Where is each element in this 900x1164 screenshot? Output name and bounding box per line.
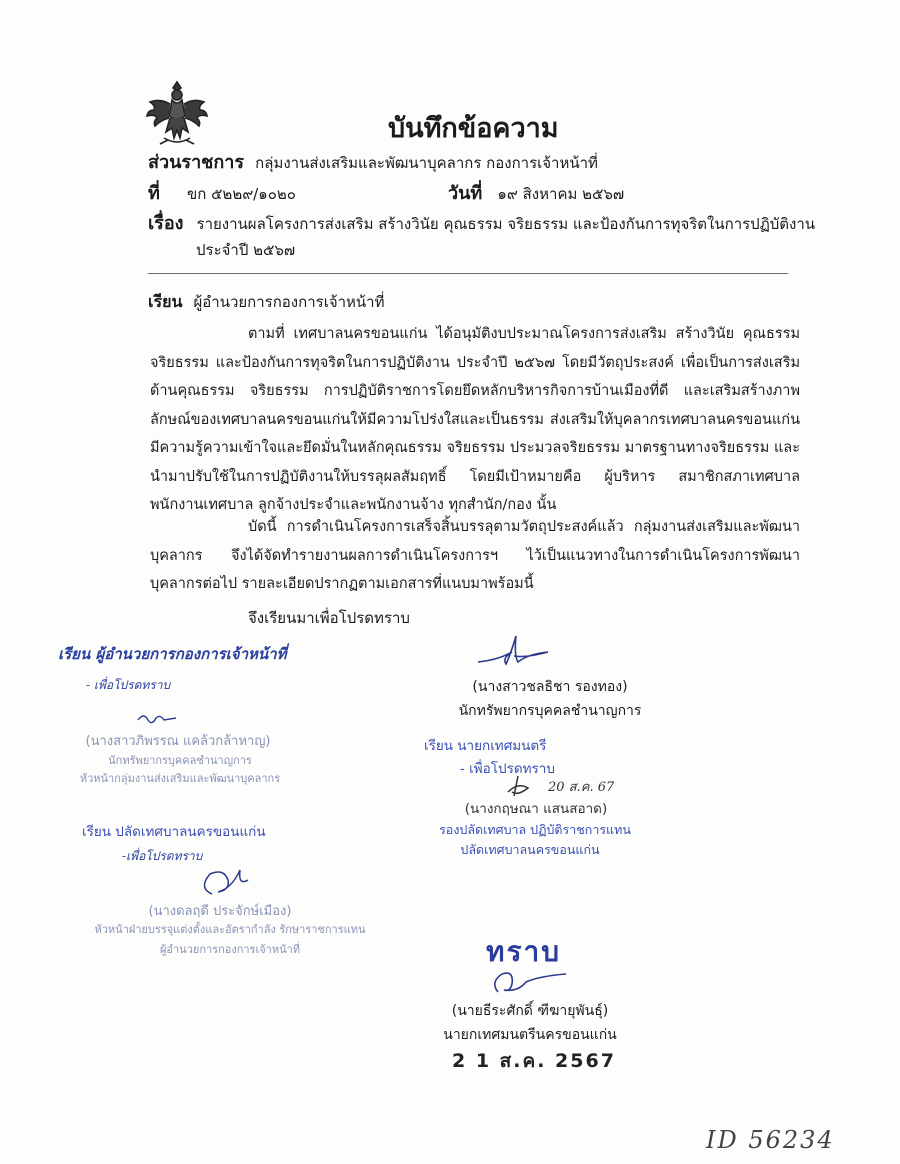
mayor-name: (นายธีระศักดิ์ ฑีฆายุพันธุ์) (451, 1003, 609, 1019)
addressee-row (148, 290, 384, 315)
left-note2-position-1: หัวหน้าฝ่ายบรรจุแต่งตั้งและอัตรากำลัง รักษาราชการแทน (94, 923, 366, 936)
subject-line-2: ประจำปี ๒๕๖๗ (196, 241, 296, 259)
left-note1-text: - เพื่อโปรดทราบ (86, 678, 171, 692)
date-row (448, 178, 624, 207)
doc-number-label: ที่ (148, 183, 160, 204)
right-note1-position-1: รองปลัดเทศบาล ปฏิบัติราชการแทน (439, 822, 631, 837)
addressee-label: เรียน (148, 292, 183, 311)
right-note1-text: - เพื่อโปรดทราบ (460, 761, 555, 777)
signature-right-note1 (504, 772, 548, 800)
signature-mayor (486, 966, 576, 1000)
left-note2-text: -เพื่อโปรดทราบ (122, 849, 203, 863)
garuda-emblem-icon (146, 78, 208, 150)
main-signer-position: นักทรัพยากรบุคคลชำนาญการ (458, 703, 642, 719)
signature-left-note1 (134, 710, 184, 728)
addressee-value: ผู้อำนวยการกองการเจ้าหน้าที่ (193, 293, 385, 311)
left-note1-addressee: เรียน ผู้อำนวยการกองการเจ้าหน้าที่ (58, 645, 287, 663)
closing-line: จึงเรียนมาเพื่อโปรดทราบ (248, 609, 410, 627)
body-paragraph-1 (150, 320, 800, 520)
subject-label: เรื่อง (148, 213, 184, 234)
dept-row (148, 147, 598, 176)
acknowledge-date-stamp: 2 1 ส.ค. 2567 (452, 1050, 616, 1072)
left-note1-position-2: หัวหน้ากลุ่มงานส่งเสริมและพัฒนาบุคลากร (79, 772, 281, 785)
archive-id: ID 56234 (706, 1126, 835, 1154)
subject-line-1: รายงานผลโครงการส่งเสริม สร้างวินัย คุณธรรม จริยธรรม และป้องกันการทุจริตในการปฏิบัติงาน (196, 215, 816, 233)
signature-main (468, 632, 588, 672)
doc-number-row (148, 178, 296, 207)
right-note1-position-2: ปลัดเทศบาลนครขอนแก่น (460, 842, 600, 857)
left-note2-position-2: ผู้อำนวยการกองการเจ้าหน้าที่ (159, 943, 301, 956)
right-note1-name: (นางกฤษณา แสนสอาด) (464, 801, 608, 817)
dept-label: ส่วนราชการ (148, 152, 245, 173)
body-paragraph-1-text: ตามที่ เทศบาลนครขอนแก่น ได้อนุมัติงบประมาณโครงการส่งเสริม สร้างวินัย คุณธรรม จริยธรรม และป้องกันการทุจริตในการปฏิบัติงาน ประจำปี ๒๕๖๗ โดยมีวัตถุประสงค์ เพื่อเป็นการส่งเสริมด้านคุณธรรม จริยธรรม การปฏิบัติราชการโดยยึดหลักบริหารกิจการบ้านเมืองที่ดี และเสริมสร้างภาพลักษณ์ของเทศบาลนครขอนแก่นให้มีความโปร่งใสและเป็นธรรม ส่งเสริมให้บุคลากรเทศบาลนครขอนแก่น มีความรู้ความเข้าใจและยึดมั่นในหลักคุณธรรม จริยธรรม ประมวลจริยธรรม มาตรฐานทางจริยธรรม และนำมาปรับใช้ในการปฏิบัติงานให้บรรลุผลสัมฤทธิ์ โดยมีเป้าหมายคือ ผู้บริหาร สมาชิกสภาเทศบาล พนักงานเทศบาล ลูกจ้างประจำและพนักงานจ้าง ทุกสำนัก/กอง นั้น (150, 326, 800, 513)
dept-value: กลุ่มงานส่งเสริมและพัฒนาบุคลากร กองการเจ้าหน้าที่ (255, 154, 598, 172)
date-value: ๑๙ สิงหาคม ๒๕๖๗ (497, 185, 625, 203)
date-label: วันที่ (448, 183, 483, 204)
mayor-position: นายกเทศมนตรีนครขอนแก่น (443, 1027, 617, 1043)
left-note1-position-1: นักทรัพยากรบุคคลชำนาญการ (108, 754, 252, 767)
body-paragraph-2-text: บัดนี้ การดำเนินโครงการเสร็จสิ้นบรรลุตามวัตถุประสงค์แล้ว กลุ่มงานส่งเสริมและพัฒนาบุคลากร จึงได้จัดทำรายงานผลการดำเนินโครงการฯ ไว้เป็นแนวทางในการดำเนินโครงการพัฒนาบุคลากรต่อไป รายละเอียดปรากฏตามเอกสารที่แนบมาพร้อมนี้ (150, 519, 800, 592)
right-note1-addressee: เรียน นายกเทศมนตรี (424, 738, 547, 754)
header-divider (148, 273, 788, 274)
memo-title: บันทึกข้อความ (388, 113, 559, 144)
main-signer-name: (นางสาวชลธิชา รองทอง) (472, 679, 628, 695)
left-note1-name: (นางสาวภิพรรณ แคล้วกล้าหาญ) (85, 734, 271, 749)
signature-left-note2 (192, 864, 262, 900)
right-note1-sign-date: 20 ส.ค. 67 (548, 780, 615, 795)
body-paragraph-2 (150, 513, 800, 599)
doc-number-value: ขก ๕๒๒๙/๑๐๒๐ (186, 185, 296, 203)
left-note2-addressee: เรียน ปลัดเทศบาลนครขอนแก่น (82, 824, 266, 840)
subject-row (148, 208, 815, 237)
left-note2-name: (นางดลฤดี ประจักษ์เมือง) (148, 904, 292, 919)
acknowledge-word: ทราบ (486, 935, 561, 968)
